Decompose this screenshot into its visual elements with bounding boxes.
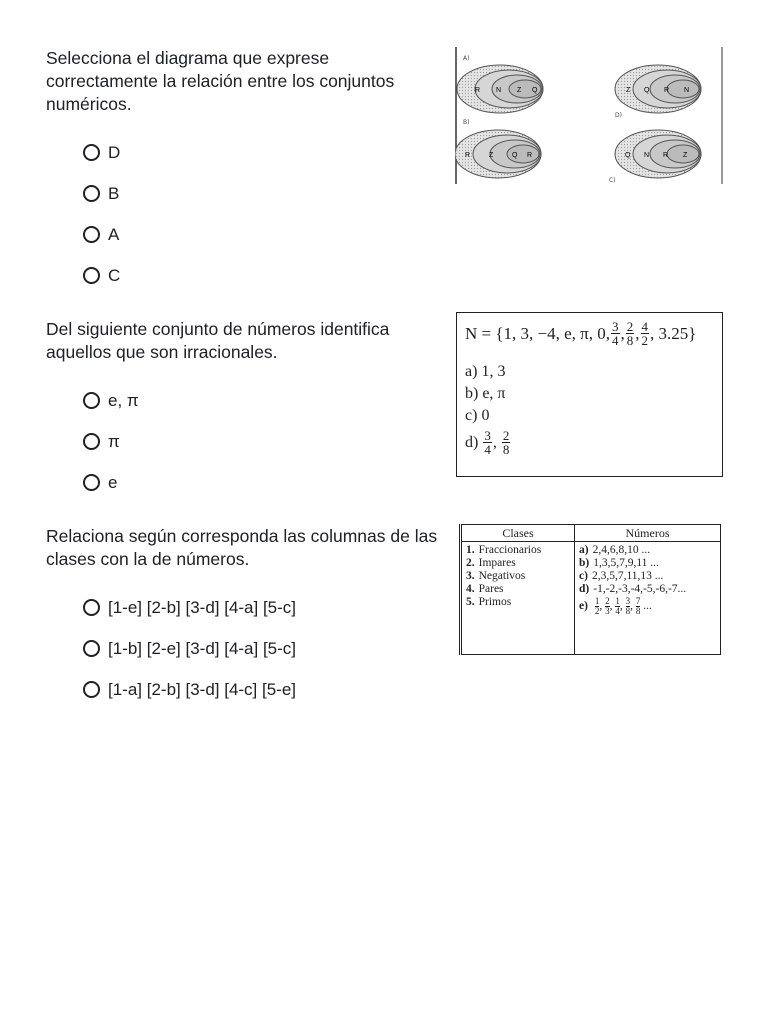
classes-table-image xyxy=(456,524,724,658)
radio-button[interactable] xyxy=(83,681,100,698)
radio-button[interactable] xyxy=(83,267,100,284)
option-b[interactable] xyxy=(46,173,431,214)
fraction: $\frac{2}{8}$ xyxy=(626,319,634,348)
diagram-d xyxy=(615,65,701,113)
option-a[interactable] xyxy=(46,214,431,255)
option-label: [1-b] [2-e] [3-d] [4-a] [5-c] xyxy=(108,638,297,658)
diagram-a xyxy=(457,65,543,113)
fraction: $\frac{1}{4}$ xyxy=(615,596,620,616)
svg-text:R: R xyxy=(475,87,481,94)
venn-diagrams xyxy=(455,47,723,184)
option-3[interactable] xyxy=(46,669,441,710)
question-text: Relaciona según corresponda las columnas de las clases con la de números. xyxy=(46,526,438,569)
svg-text:Z: Z xyxy=(626,87,631,94)
option-pi[interactable] xyxy=(46,421,431,462)
label-b: B) xyxy=(463,119,470,126)
svg-text:R: R xyxy=(465,152,471,159)
label-d: D) xyxy=(615,112,622,119)
class-item: 5. Primos xyxy=(466,596,512,608)
venn-diagrams-image xyxy=(455,47,723,184)
radio-button[interactable] xyxy=(83,226,100,243)
option-label: D xyxy=(108,142,121,162)
radio-button[interactable] xyxy=(83,185,100,202)
number-item-e: e) $\frac{1}{2}$ , $\frac{2}{3}$ , $\frac{1}{4}$ , $\frac{3}{8}$ , $\frac{7}{8}$ ... xyxy=(579,596,652,616)
option-label: C xyxy=(108,265,121,285)
diagram-c xyxy=(615,130,701,178)
numbers-column xyxy=(575,542,721,655)
fraction: $\frac{3}{4}$ xyxy=(484,428,491,457)
option-label: [1-e] [2-b] [3-d] [4-a] [5-c] xyxy=(108,597,297,617)
question-2 xyxy=(46,318,431,503)
number-item: b) 1,3,5,7,9,11 ... xyxy=(579,557,659,569)
radio-button[interactable] xyxy=(83,640,100,657)
svg-text:N: N xyxy=(496,87,502,94)
fraction: $\frac{4}{2}$ xyxy=(641,319,648,348)
question-text: Selecciona el diagrama que exprese correctamente la relación entre los conjuntos numéricos. xyxy=(46,48,395,114)
question-text: Del siguiente conjunto de números identifica aquellos que son irracionales. xyxy=(46,319,390,362)
svg-text:R: R xyxy=(527,152,533,159)
option-label: A xyxy=(108,224,120,244)
option-d[interactable] xyxy=(46,132,431,173)
number-item: d) -1,-2,-3,-4,-5,-6,-7... xyxy=(579,583,687,595)
class-item: 3. Negativos xyxy=(466,570,526,582)
svg-text:N: N xyxy=(684,87,690,94)
options-list xyxy=(46,587,441,710)
header-numeros: Números xyxy=(575,525,721,542)
fraction: $\frac{3}{4}$ xyxy=(612,319,619,348)
set-prefix: N = {1, 3, −4, e, π, 0, xyxy=(465,323,610,343)
svg-text:Q: Q xyxy=(644,87,650,94)
fraction: $\frac{3}{8}$ xyxy=(625,596,631,616)
answer-b: b) e, π xyxy=(465,385,506,402)
diagram-b xyxy=(455,130,541,178)
answer-c: c) 0 xyxy=(465,407,490,424)
svg-text:Z: Z xyxy=(489,152,494,159)
option-c[interactable] xyxy=(46,255,431,296)
option-label: [1-a] [2-b] [3-d] [4-c] [5-e] xyxy=(108,679,297,699)
class-item: 1. Fraccionarios xyxy=(466,544,542,556)
option-label: e, π xyxy=(108,390,139,410)
radio-button[interactable] xyxy=(83,144,100,161)
number-set: N = {1, 3, −4, e, π, 0, $\frac{3}{4}$ , $\frac{2}{8}$ , $\frac{4}{2}$ , 3.25} xyxy=(465,319,697,348)
number-item: a) 2,4,6,8,10 ... xyxy=(579,544,651,556)
radio-button[interactable] xyxy=(83,433,100,450)
classes-table xyxy=(459,524,721,655)
options-list xyxy=(46,132,431,296)
class-item: 4. Pares xyxy=(466,583,504,595)
classes-column xyxy=(461,542,575,655)
svg-text:Q: Q xyxy=(532,87,538,94)
label-a: A) xyxy=(463,55,470,62)
fraction: $\frac{2}{3}$ xyxy=(605,596,610,616)
option-2[interactable] xyxy=(46,628,441,669)
radio-button[interactable] xyxy=(83,474,100,491)
answer-d: d) $\frac{3}{4}$ , $\frac{2}{8}$ xyxy=(465,428,510,457)
option-label: B xyxy=(108,183,120,203)
option-label: π xyxy=(108,431,120,451)
set-suffix: , 3.25} xyxy=(650,323,697,343)
options-list xyxy=(46,380,431,503)
question-1 xyxy=(46,47,431,296)
option-e[interactable] xyxy=(46,462,431,503)
class-item: 2. Impares xyxy=(466,557,516,569)
svg-text:N: N xyxy=(644,152,650,159)
svg-text:Q: Q xyxy=(625,152,631,159)
number-item: c) 2,3,5,7,11,13 ... xyxy=(579,570,664,582)
option-label: e xyxy=(108,472,118,492)
svg-text:R: R xyxy=(663,152,669,159)
svg-text:Q: Q xyxy=(512,152,518,159)
radio-button[interactable] xyxy=(83,599,100,616)
question-3 xyxy=(46,525,441,710)
radio-button[interactable] xyxy=(83,392,100,409)
option-1[interactable] xyxy=(46,587,441,628)
option-e-pi[interactable] xyxy=(46,380,431,421)
svg-text:Z: Z xyxy=(683,152,688,159)
header-clases: Clases xyxy=(461,525,575,542)
label-c: C) xyxy=(609,177,616,184)
number-set-image xyxy=(456,312,723,477)
svg-text:Z: Z xyxy=(517,87,522,94)
fraction: $\frac{7}{8}$ xyxy=(635,596,641,616)
answer-a: a) 1, 3 xyxy=(465,363,506,380)
fraction: $\frac{1}{2}$ xyxy=(594,596,600,616)
fraction: $\frac{2}{8}$ xyxy=(502,428,510,457)
svg-text:R: R xyxy=(664,87,670,94)
